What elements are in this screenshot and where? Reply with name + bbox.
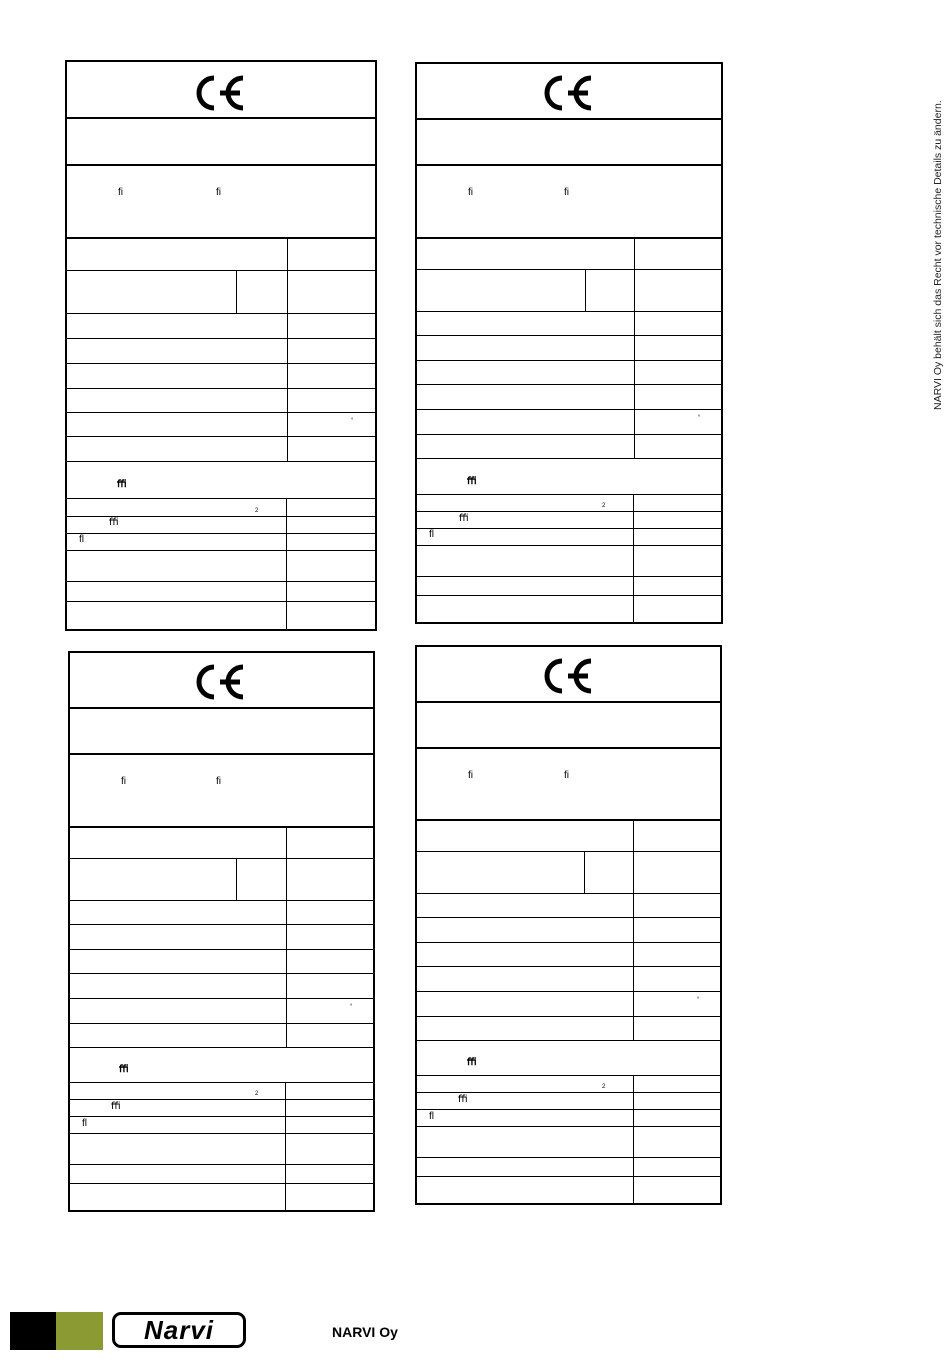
ligature-ffi: ﬃ bbox=[467, 1057, 477, 1068]
ligature-ffi: ﬃ bbox=[467, 476, 477, 487]
footer-green-block bbox=[56, 1312, 103, 1350]
ligature-fi: ﬁ bbox=[468, 187, 473, 198]
superscript-two: 2 bbox=[602, 503, 606, 509]
ligature-ffi: ﬃ bbox=[109, 517, 119, 528]
ligature-ffi: ﬃ bbox=[458, 1094, 468, 1105]
ligature-ffi: ﬃ bbox=[117, 479, 127, 490]
ligature-ffi: ﬃ bbox=[459, 513, 469, 524]
ligature-fi: ﬁ bbox=[118, 187, 123, 198]
superscript-two: 2 bbox=[602, 1084, 606, 1090]
footer-dark-block bbox=[10, 1312, 56, 1350]
rights-reserved-note: NARVI Oy behält sich das Recht vor technische Details zu ändern. bbox=[932, 100, 944, 410]
ligature-fi: ﬁ bbox=[468, 770, 473, 781]
ligature-fi: ﬁ bbox=[216, 776, 221, 787]
ligature-fl: ﬂ bbox=[79, 534, 84, 545]
ligature-fi: ﬁ bbox=[216, 187, 221, 198]
ligature-fi: ﬁ bbox=[121, 776, 126, 787]
ce-rating-label-1 bbox=[65, 60, 377, 631]
degree-mark: ° bbox=[351, 418, 354, 424]
narvi-logo bbox=[112, 1312, 246, 1348]
narvi-logo-text: Narvi bbox=[143, 1314, 215, 1345]
ligature-fl: ﬂ bbox=[82, 1118, 87, 1129]
ligature-fi: ﬁ bbox=[564, 187, 569, 198]
superscript-two: 2 bbox=[255, 508, 259, 514]
ligature-fi: ﬁ bbox=[564, 770, 569, 781]
ligature-fl: ﬂ bbox=[429, 1111, 434, 1122]
ce-mark-icon bbox=[187, 661, 249, 703]
ce-mark-icon bbox=[535, 655, 597, 697]
degree-mark: ° bbox=[698, 415, 701, 421]
ligature-fl: ﬂ bbox=[429, 529, 434, 540]
ce-mark-icon bbox=[535, 72, 597, 114]
superscript-two: 2 bbox=[255, 1091, 259, 1097]
ce-mark-icon bbox=[187, 72, 249, 114]
ce-rating-label-3 bbox=[68, 651, 375, 1212]
ce-rating-label-2 bbox=[415, 62, 723, 624]
ligature-ffi: ﬃ bbox=[111, 1101, 121, 1112]
ligature-ffi: ﬃ bbox=[119, 1064, 129, 1075]
company-name: NARVI Oy bbox=[332, 1324, 398, 1340]
degree-mark: ° bbox=[350, 1004, 353, 1010]
ce-rating-label-4 bbox=[415, 645, 722, 1205]
degree-mark: ° bbox=[697, 997, 700, 1003]
